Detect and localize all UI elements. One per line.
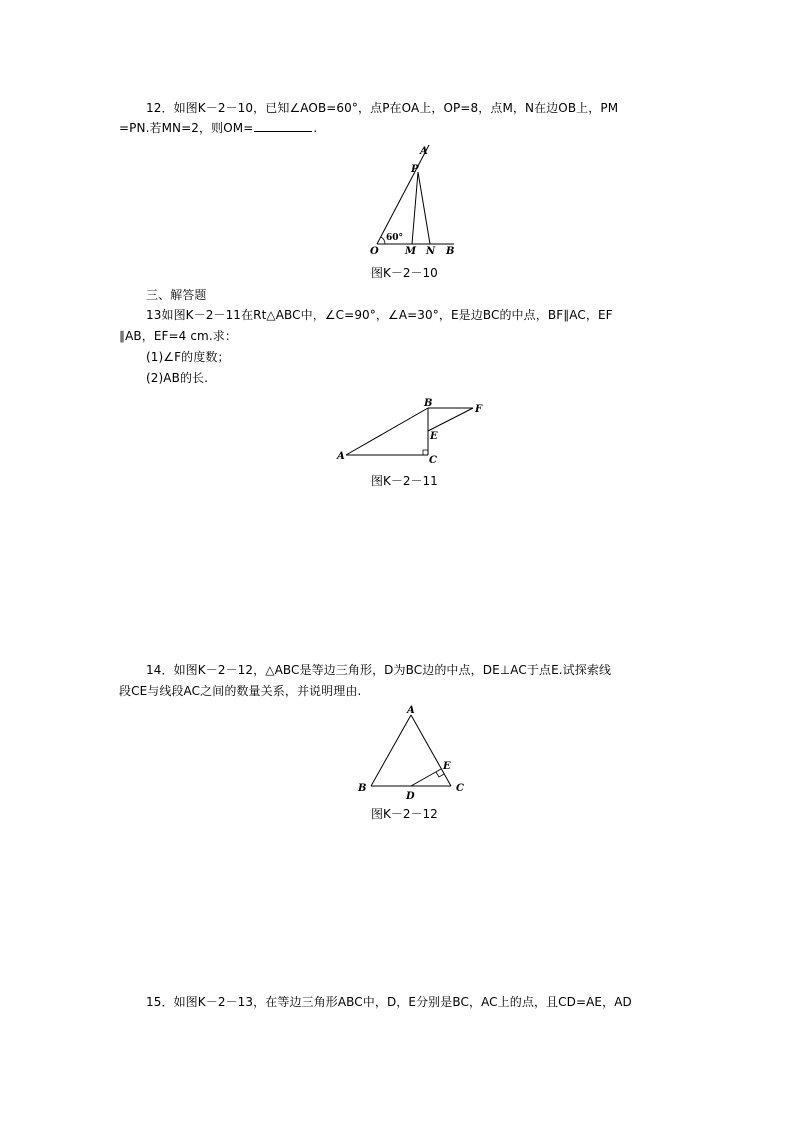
label-b: B bbox=[358, 783, 367, 794]
caption-k-2-12: 图K－2－12 bbox=[371, 807, 438, 821]
label-f: F bbox=[475, 404, 483, 415]
segment-pm bbox=[412, 172, 418, 244]
q12-line-1: 12．如图K－2－10，已知∠AOB=60°，点P在OA上，OP=8，点M，N在边OB上，PM bbox=[146, 101, 619, 115]
section-heading: 三、解答题 bbox=[146, 288, 207, 302]
q13-line-2: ∥AB，EF=4 cm.求： bbox=[119, 329, 237, 343]
segment-ab bbox=[371, 715, 411, 786]
q13-part-2: (2)AB的长. bbox=[146, 371, 209, 385]
right-angle-mark bbox=[423, 450, 428, 455]
figure-k-2-10 bbox=[360, 142, 470, 260]
label-e: E bbox=[430, 431, 438, 442]
label-o: O bbox=[370, 246, 379, 257]
label-m: M bbox=[405, 246, 417, 257]
label-c: C bbox=[456, 783, 464, 794]
q12-answer-blank bbox=[254, 120, 312, 132]
q12-line-2 bbox=[119, 120, 317, 136]
label-a: A bbox=[420, 146, 428, 157]
q15-line-1: 15．如图K－2－13，在等边三角形ABC中，D，E分别是BC，AC上的点，且CD=AE，AD bbox=[146, 995, 632, 1009]
q12-line-2-end: . bbox=[313, 121, 318, 135]
label-a: A bbox=[407, 705, 415, 716]
segment-ac bbox=[411, 715, 451, 786]
label-p: P bbox=[411, 164, 419, 175]
segment-ab bbox=[346, 408, 428, 455]
caption-k-2-11: 图K－2－11 bbox=[371, 474, 438, 488]
ray-oa bbox=[377, 145, 429, 244]
caption-k-2-10: 图K－2－10 bbox=[371, 266, 438, 280]
angle-arc bbox=[381, 237, 385, 244]
label-c: C bbox=[429, 455, 437, 466]
segment-pn bbox=[418, 172, 430, 244]
label-e: E bbox=[443, 761, 451, 772]
label-n: N bbox=[426, 246, 436, 257]
q12-line-2-text: =PN.若MN=2，则OM= bbox=[119, 121, 254, 135]
figure-k-2-11 bbox=[334, 395, 494, 465]
label-a: A bbox=[337, 451, 345, 462]
label-b: B bbox=[446, 246, 455, 257]
right-angle-mark bbox=[436, 772, 444, 777]
q14-line-1: 14．如图K－2－12，△ABC是等边三角形，D为BC边的中点，DE⊥AC于点E.试探索线 bbox=[146, 663, 612, 677]
q14-line-2: 段CE与线段AC之间的数量关系，并说明理由. bbox=[119, 684, 362, 698]
angle-label: 60° bbox=[386, 233, 404, 243]
label-b: B bbox=[424, 398, 433, 409]
q13-line-1: 13如图K－2－11在Rt△ABC中，∠C=90°，∠A=30°，E是边BC的中点，BF∥AC，EF bbox=[146, 308, 613, 322]
segment-de bbox=[411, 769, 441, 786]
label-d: D bbox=[406, 791, 415, 802]
q13-part-1: (1)∠F的度数； bbox=[146, 350, 230, 364]
segment-ef bbox=[428, 408, 473, 431]
figure-k-2-12 bbox=[350, 700, 470, 802]
